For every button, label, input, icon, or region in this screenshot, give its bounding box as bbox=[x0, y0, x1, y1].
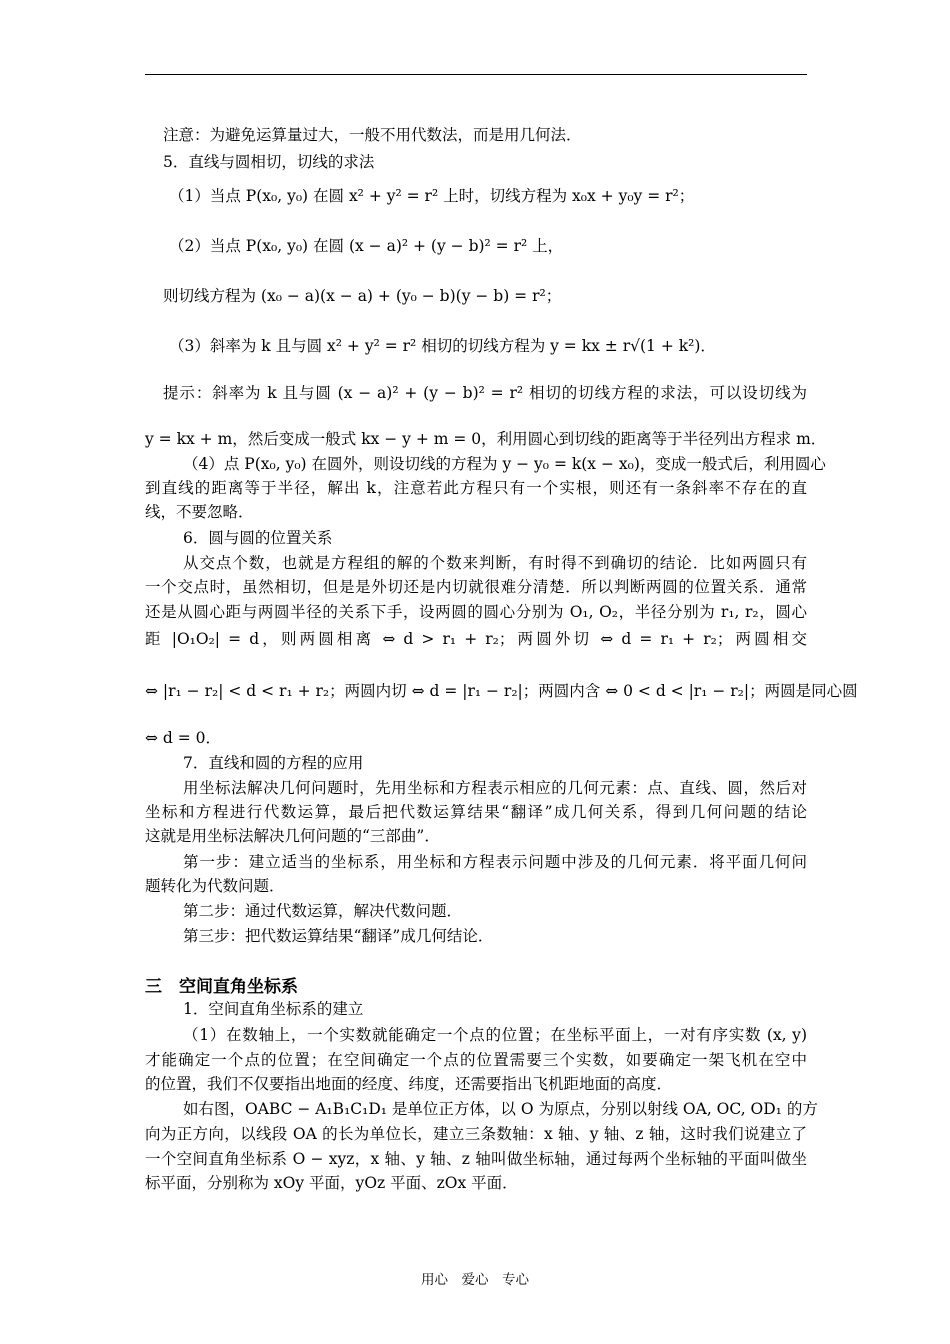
text-line: 这就是用坐标法解决几何问题的“三部曲”． bbox=[145, 827, 440, 845]
text-line: 则切线方程为 (x₀ − a)(x − a) + (y₀ − b)(y − b) = r²； bbox=[163, 287, 562, 305]
text-line: 6．圆与圆的位置关系 bbox=[183, 529, 333, 547]
text-line: 注意：为避免运算量过大，一般不用代数法，而是用几何法． bbox=[163, 126, 582, 144]
text-line: （3）斜率为 k 且与圆 x² + y² = r² 相切的切线方程为 y = kx ± r√(1 + k²)． bbox=[169, 337, 716, 355]
text-line: 从交点个数，也就是方程组的解的个数来判断，有时得不到确切的结论．比如两圆只有 bbox=[183, 554, 807, 572]
text-line: 标平面，分别称为 xOy 平面，yOz 平面、zOx 平面． bbox=[145, 1174, 518, 1192]
text-line: 提示：斜率为 k 且与圆 (x − a)² + (y − b)² = r² 相切的切线方程的求法，可以设切线为 bbox=[163, 384, 807, 402]
text-line: 第二步：通过代数运算，解决代数问题． bbox=[183, 902, 463, 920]
text-line: ⇔ d = 0． bbox=[145, 729, 222, 747]
text-line: 距 |O₁O₂| = d，则两圆相离 ⇔ d > r₁ + r₂；两圆外切 ⇔ d = r₁ + r₂；两圆相交 bbox=[145, 630, 807, 648]
text-line: 7．直线和圆的方程的应用 bbox=[183, 754, 364, 772]
text-line: 5．直线与圆相切，切线的求法 bbox=[163, 153, 375, 171]
text-line: 坐标和方程进行代数运算，最后把代数运算结果“翻译”成几何关系，得到几何问题的结论 bbox=[145, 803, 807, 821]
text-line: 一个交点时，虽然相切，但是是外切还是内切就很难分清楚．所以判断两圆的位置关系．通常 bbox=[145, 578, 807, 596]
text-line: 用坐标法解决几何问题时，先用坐标和方程表示相应的几何元素：点、直线、圆，然后对 bbox=[183, 779, 807, 797]
text-line: 到直线的距离等于半径，解出 k，注意若此方程只有一个实根，则还有一条斜率不存在的直 bbox=[145, 479, 807, 497]
text-line: （2）当点 P(x₀, y₀) 在圆 (x − a)² + (y − b)² = r² 上， bbox=[169, 237, 564, 255]
section-heading: 三 空间直角坐标系 bbox=[145, 977, 298, 997]
text-line: 向为正方向，以线段 OA 的长为单位长，建立三条数轴：x 轴、y 轴、z 轴，这时我们说建立了 bbox=[145, 1125, 807, 1143]
text-line: 线，不要忽略． bbox=[145, 503, 254, 521]
text-line: （1）在数轴上，一个实数就能确定一个点的位置；在坐标平面上，一对有序实数 (x, y) bbox=[183, 1026, 807, 1044]
text-line: 一个空间直角坐标系 O − xyz，x 轴、y 轴、z 轴叫做坐标轴，通过每两个坐标轴的平面叫做坐 bbox=[145, 1150, 807, 1168]
text-line: 如右图，OABC − A₁B₁C₁D₁ 是单位正方体，以 O 为原点，分别以射线 OA, OC, OD₁ 的方 bbox=[183, 1100, 818, 1118]
text-line: 才能确定一个点的位置；在空间确定一个点的位置需要三个实数，如要确定一架飞机在空中 bbox=[145, 1051, 807, 1069]
header-rule bbox=[145, 74, 807, 75]
text-line: y = kx + m，然后变成一般式 kx − y + m = 0，利用圆心到切线的距离等于半径列出方程求 m． bbox=[145, 430, 827, 448]
text-line: （4）点 P(x₀, y₀) 在圆外，则设切线的方程为 y − y₀ = k(x − x₀)，变成一般式后，利用圆心 bbox=[183, 455, 826, 473]
text-line: 还是从圆心距与两圆半径的关系下手，设两圆的圆心分别为 O₁, O₂，半径分别为 r₁, r₂，圆心 bbox=[145, 603, 807, 621]
text-line: （1）当点 P(x₀, y₀) 在圆 x² + y² = r² 上时，切线方程为 x₀x + y₀y = r²； bbox=[169, 187, 695, 205]
text-line: ⇔ |r₁ − r₂| < d < r₁ + r₂；两圆内切 ⇔ d = |r₁ − r₂|；两圆内含 ⇔ 0 < d < |r₁ − r₂|；两圆是同心圆 bbox=[145, 682, 858, 700]
text-line: 题转化为代数问题． bbox=[145, 877, 285, 895]
text-line: 1．空间直角坐标系的建立 bbox=[183, 1000, 364, 1018]
text-line: 的位置，我们不仅要指出地面的经度、纬度，还需要指出飞机距地面的高度． bbox=[145, 1075, 673, 1093]
page-footer: 用心 爱心 专心 bbox=[421, 1272, 529, 1288]
text-line: 第一步：建立适当的坐标系，用坐标和方程表示问题中涉及的几何元素．将平面几何问 bbox=[183, 853, 807, 871]
text-line: 第三步：把代数运算结果“翻译”成几何结论． bbox=[183, 927, 494, 945]
